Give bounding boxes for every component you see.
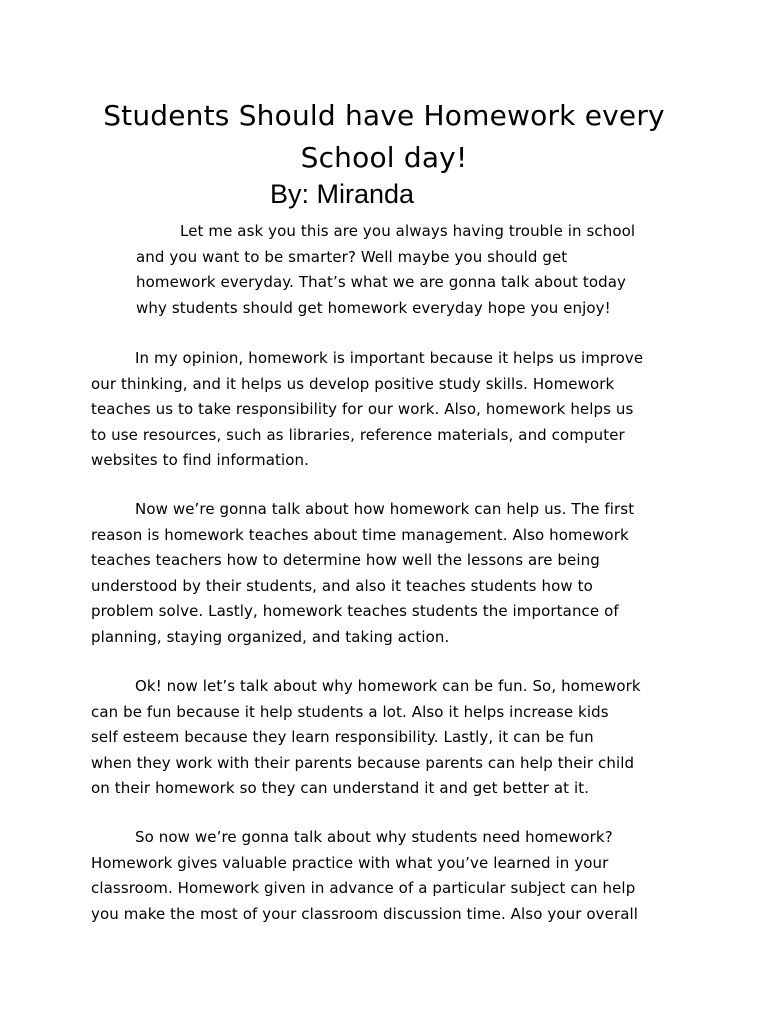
paragraph-line: Homework gives valuable practice with what you’ve learned in your [91, 853, 609, 872]
paragraph-line: Let me ask you this are you always having trouble in school [180, 222, 636, 240]
paragraph-fun [91, 674, 641, 802]
paragraph-line: In my opinion, homework is important because it helps us improve [135, 349, 644, 367]
paragraph-line: teaches teachers how to determine how well the lessons are being [91, 551, 600, 569]
paragraph-line: homework everyday. That’s what we are gonna talk about today [136, 273, 627, 291]
paragraph-line: our thinking, and it helps us develop positive study skills. Homework [91, 374, 615, 393]
paragraph-opinion [91, 346, 643, 474]
paragraph-line: Ok! now let’s talk about why homework can be fun. So, homework [135, 677, 641, 695]
title-line-1: Students Should have Homework every [103, 99, 665, 132]
paragraph-line: understood by their students, and also it teaches students how to [91, 576, 593, 595]
paragraph-line: can be fun because it help students a lot. Also it helps increase kids [91, 702, 609, 721]
paragraph-line: when they work with their parents because parents can help their child [91, 753, 635, 772]
paragraph-line: and you want to be smarter? Well maybe you should get [136, 247, 568, 266]
paragraph-line: you make the most of your classroom discussion time. Also your overall [91, 904, 639, 923]
paragraph-line: teaches us to take responsibility for our work. Also, homework helps us [91, 400, 634, 418]
paragraph-intro [136, 219, 635, 321]
paragraph-line: self esteem because they learn responsibility. Lastly, it can be fun [91, 728, 594, 746]
paragraph-line: So now we’re gonna talk about why students need homework? [135, 828, 613, 846]
paragraph-line: Now we’re gonna talk about how homework can help us. The first [135, 500, 635, 518]
author-byline: By: Miranda [270, 179, 415, 209]
paragraph-line: websites to find information. [91, 451, 310, 469]
paragraph-line: why students should get homework everyday hope you enjoy! [136, 298, 611, 317]
paragraph-need [91, 825, 638, 927]
paragraph-line: to use resources, such as libraries, reference materials, and computer [91, 425, 625, 444]
paragraph-line: classroom. Homework given in advance of a particular subject can help [91, 879, 636, 897]
essay-title [84, 95, 684, 179]
paragraph-line: reason is homework teaches about time management. Also homework [91, 525, 629, 544]
paragraph-how-it-helps [91, 497, 634, 650]
paragraph-line: problem solve. Lastly, homework teaches students the importance of [91, 602, 619, 620]
title-line-2: School day! [300, 141, 468, 174]
paragraph-line: planning, staying organized, and taking action. [91, 627, 450, 646]
paragraph-line: on their homework so they can understand it and get better at it. [91, 779, 590, 797]
